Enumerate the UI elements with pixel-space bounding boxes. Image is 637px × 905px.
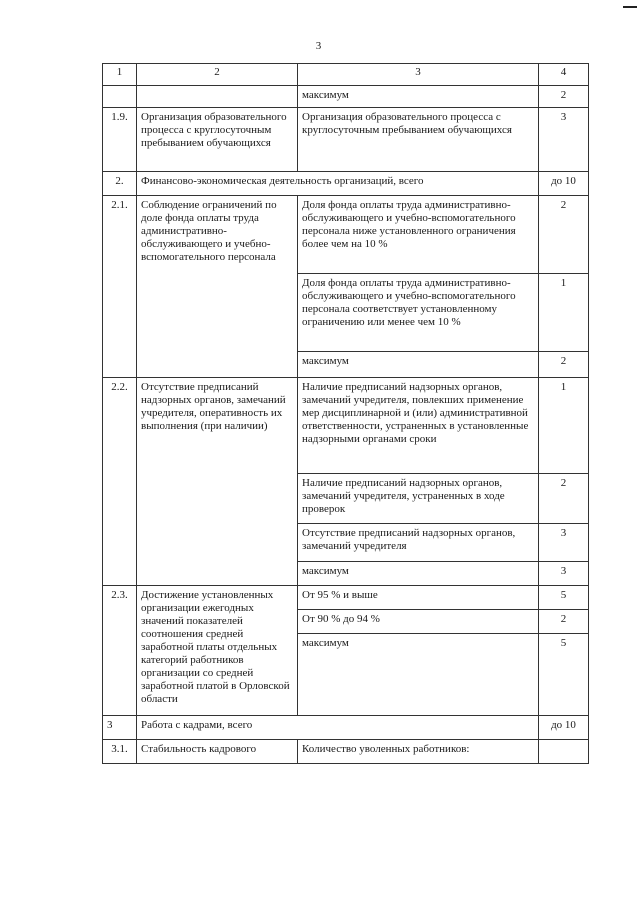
row-number-cell <box>103 86 137 108</box>
table-row <box>103 586 589 610</box>
criterion-cell: Достижение установленных организации ежегодных значений показателей соотношения средней заработной платы отдельных категорий работников организации со средней заработной платой в Орловской области <box>137 586 298 716</box>
indicator-cell: Количество уволенных работников: <box>298 740 539 764</box>
criterion-cell: Организация образовательного процесса с круглосуточным пребыванием обучающихся <box>137 108 298 172</box>
corner-mark <box>623 6 637 8</box>
indicator-cell: От 90 % до 94 % <box>298 610 539 634</box>
row-number-cell: 3.1. <box>103 740 137 764</box>
page-number: 3 <box>315 40 322 52</box>
criterion-cell: Стабильность кадрового <box>137 740 298 764</box>
indicator-cell: Доля фонда оплаты труда административно-обслуживающего и учебно-вспомогательного персонала соответствует установленному ограничению или менее чем 10 % <box>298 274 539 352</box>
table-row <box>103 196 589 274</box>
row-number-cell: 2.1. <box>103 196 137 378</box>
header-cell-3: 3 <box>298 64 539 86</box>
score-cell: 3 <box>539 108 589 172</box>
score-cell: 5 <box>539 634 589 716</box>
indicator-cell: Организация образовательного процесса с круглосуточным пребыванием обучающихся <box>298 108 539 172</box>
row-number-cell: 1.9. <box>103 108 137 172</box>
score-cell: 2 <box>539 352 589 378</box>
indicator-cell: Наличие предписаний надзорных органов, замечаний учредителя, повлекших применение мер дисциплинарной и (или) административной ответственности, устраненных в установленные надзорными органами сроки <box>298 378 539 474</box>
indicator-cell: максимум <box>298 86 539 108</box>
indicator-cell: максимум <box>298 634 539 716</box>
score-cell: 3 <box>539 562 589 586</box>
score-cell: до 10 <box>539 172 589 196</box>
criterion-cell: Отсутствие предписаний надзорных органов, замечаний учредителя, оперативность их выполнения (при наличии) <box>137 378 298 586</box>
header-cell-1: 1 <box>103 64 137 86</box>
score-cell: 2 <box>539 474 589 524</box>
row-number-cell: 2. <box>103 172 137 196</box>
score-cell: 2 <box>539 610 589 634</box>
indicator-cell: максимум <box>298 352 539 378</box>
indicator-cell: Наличие предписаний надзорных органов, замечаний учредителя, устраненных в ходе проверок <box>298 474 539 524</box>
section-title-cell: Работа с кадрами, всего <box>137 716 539 740</box>
score-cell: 1 <box>539 378 589 474</box>
section-title-cell: Финансово-экономическая деятельность организаций, всего <box>137 172 539 196</box>
score-cell: до 10 <box>539 716 589 740</box>
table-row <box>103 172 589 196</box>
table-row <box>103 86 589 108</box>
criterion-cell <box>137 86 298 108</box>
criterion-cell: Соблюдение ограничений по доле фонда оплаты труда административно-обслуживающего и учебно-вспомогательного персонала <box>137 196 298 378</box>
table-header-row <box>103 64 589 86</box>
criteria-table <box>102 63 589 764</box>
header-cell-4: 4 <box>539 64 589 86</box>
row-number-cell: 3 <box>103 716 137 740</box>
indicator-cell: Доля фонда оплаты труда административно-обслуживающего и учебно-вспомогательного персонала ниже установленного ограничения более чем на 10 % <box>298 196 539 274</box>
score-cell: 1 <box>539 274 589 352</box>
score-cell: 2 <box>539 86 589 108</box>
header-cell-2: 2 <box>137 64 298 86</box>
indicator-cell: От 95 % и выше <box>298 586 539 610</box>
table-row <box>103 378 589 474</box>
table-row <box>103 716 589 740</box>
score-cell: 3 <box>539 524 589 562</box>
score-cell <box>539 740 589 764</box>
row-number-cell: 2.3. <box>103 586 137 716</box>
table-row <box>103 108 589 172</box>
score-cell: 5 <box>539 586 589 610</box>
table-row <box>103 740 589 764</box>
row-number-cell: 2.2. <box>103 378 137 586</box>
indicator-cell: Отсутствие предписаний надзорных органов, замечаний учредителя <box>298 524 539 562</box>
indicator-cell: максимум <box>298 562 539 586</box>
score-cell: 2 <box>539 196 589 274</box>
